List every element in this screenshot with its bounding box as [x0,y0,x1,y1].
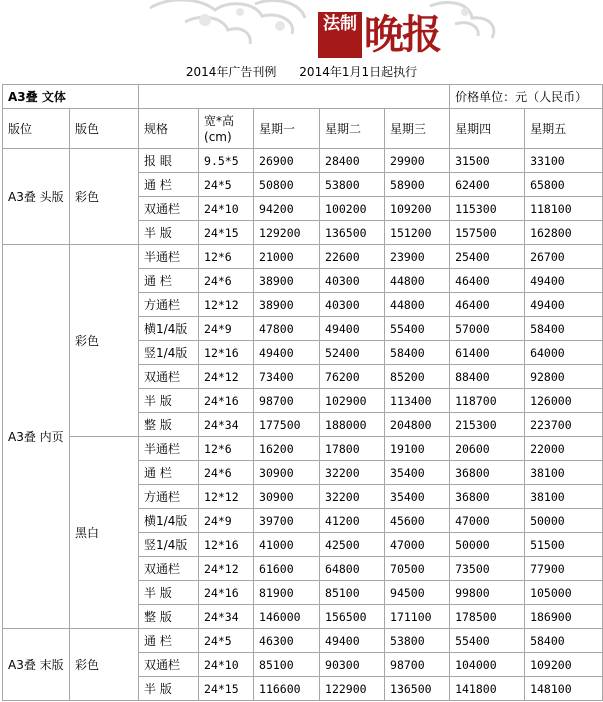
price-friday: 77900 [525,557,603,581]
header-banner [0,0,603,60]
price-wednesday: 58900 [385,173,450,197]
group-color: 彩色 [70,149,139,245]
header-color: 版色 [70,109,139,149]
price-thursday: 115300 [450,197,525,221]
price-thursday: 57000 [450,317,525,341]
newspaper-logo [318,12,458,58]
price-tuesday: 188000 [320,413,385,437]
price-monday: 146000 [254,605,320,629]
ad-size: 24*9 [199,509,254,533]
price-tuesday: 156500 [320,605,385,629]
table-title: A3叠 文体 [3,85,139,109]
price-tuesday: 41200 [320,509,385,533]
ad-spec: 方通栏 [139,485,199,509]
group-color: 彩色 [70,629,139,701]
price-tuesday: 28400 [320,149,385,173]
price-wednesday: 53800 [385,629,450,653]
price-wednesday: 109200 [385,197,450,221]
ad-spec: 半 版 [139,221,199,245]
logo-small-text: 法制 [323,14,357,34]
ad-spec: 竖1/4版 [139,533,199,557]
ad-size: 24*10 [199,653,254,677]
price-wednesday: 35400 [385,485,450,509]
price-tuesday: 85100 [320,581,385,605]
price-thursday: 36800 [450,461,525,485]
header-tuesday: 星期二 [320,109,385,149]
price-monday: 30900 [254,461,320,485]
group-color: 黑白 [70,437,139,629]
price-wednesday: 70500 [385,557,450,581]
price-monday: 73400 [254,365,320,389]
price-tuesday: 40300 [320,293,385,317]
price-wednesday: 29900 [385,149,450,173]
table-row [3,149,603,173]
header-position: 版位 [3,109,70,149]
price-tuesday: 32200 [320,485,385,509]
header-monday: 星期一 [254,109,320,149]
ad-size: 12*16 [199,341,254,365]
ad-size: 24*6 [199,269,254,293]
price-tuesday: 76200 [320,365,385,389]
price-friday: 126000 [525,389,603,413]
title-spacer [139,85,450,109]
price-unit: 价格单位：元（人民币） [450,85,603,109]
ad-size: 24*6 [199,461,254,485]
table-row [3,629,603,653]
price-tuesday: 64800 [320,557,385,581]
ad-size: 12*12 [199,485,254,509]
price-thursday: 99800 [450,581,525,605]
ad-spec: 横1/4版 [139,509,199,533]
ad-spec: 竖1/4版 [139,341,199,365]
section-position: A3叠 内页 [3,245,70,629]
price-monday: 94200 [254,197,320,221]
price-monday: 49400 [254,341,320,365]
price-friday: 92800 [525,365,603,389]
price-wednesday: 35400 [385,461,450,485]
price-monday: 39700 [254,509,320,533]
price-monday: 26900 [254,149,320,173]
table-title-row [3,85,603,109]
ad-size: 12*16 [199,533,254,557]
price-tuesday: 53800 [320,173,385,197]
rate-table [2,84,603,701]
price-wednesday: 44800 [385,269,450,293]
price-monday: 47800 [254,317,320,341]
price-wednesday: 85200 [385,365,450,389]
price-thursday: 104000 [450,653,525,677]
price-tuesday: 49400 [320,317,385,341]
price-thursday: 20600 [450,437,525,461]
price-friday: 58400 [525,317,603,341]
price-monday: 41000 [254,533,320,557]
price-wednesday: 151200 [385,221,450,245]
price-tuesday: 136500 [320,221,385,245]
ad-size: 24*34 [199,605,254,629]
price-wednesday: 98700 [385,653,450,677]
header-spec: 规格 [139,109,199,149]
logo-badge [318,12,362,58]
price-monday: 177500 [254,413,320,437]
price-thursday: 215300 [450,413,525,437]
ad-spec: 通 栏 [139,629,199,653]
ad-size: 12*12 [199,293,254,317]
price-tuesday: 22600 [320,245,385,269]
ad-size: 24*34 [199,413,254,437]
price-friday: 26700 [525,245,603,269]
ad-spec: 通 栏 [139,173,199,197]
price-monday: 116600 [254,677,320,701]
ad-size: 24*5 [199,173,254,197]
ad-size: 24*10 [199,197,254,221]
ad-spec: 方通栏 [139,293,199,317]
ad-spec: 半 版 [139,677,199,701]
price-friday: 186900 [525,605,603,629]
price-thursday: 61400 [450,341,525,365]
price-tuesday: 122900 [320,677,385,701]
ad-size: 24*15 [199,221,254,245]
price-friday: 109200 [525,653,603,677]
price-wednesday: 171100 [385,605,450,629]
price-thursday: 50000 [450,533,525,557]
price-tuesday: 49400 [320,629,385,653]
ad-size: 24*16 [199,581,254,605]
price-wednesday: 45600 [385,509,450,533]
section-position: A3叠 末版 [3,629,70,701]
price-thursday: 31500 [450,149,525,173]
table-header-row [3,109,603,149]
price-monday: 38900 [254,293,320,317]
ad-spec: 通 栏 [139,461,199,485]
ad-size: 24*15 [199,677,254,701]
ad-spec: 通 栏 [139,269,199,293]
group-color: 彩色 [70,245,139,437]
logo-big-text: 晚报 [364,11,440,58]
price-tuesday: 102900 [320,389,385,413]
price-wednesday: 113400 [385,389,450,413]
table-row [3,245,603,269]
price-monday: 85100 [254,653,320,677]
ad-spec: 整 版 [139,605,199,629]
price-friday: 58400 [525,629,603,653]
rate-card-subtitle: 2014年广告刊例 2014年1月1日起执行 [185,65,418,79]
price-thursday: 25400 [450,245,525,269]
ad-spec: 双通栏 [139,557,199,581]
ad-spec: 半 版 [139,389,199,413]
price-thursday: 62400 [450,173,525,197]
price-tuesday: 42500 [320,533,385,557]
ad-spec: 半通栏 [139,437,199,461]
table-row [3,437,603,461]
ad-spec: 双通栏 [139,653,199,677]
price-wednesday: 44800 [385,293,450,317]
price-tuesday: 40300 [320,269,385,293]
price-friday: 49400 [525,269,603,293]
price-thursday: 118700 [450,389,525,413]
price-monday: 16200 [254,437,320,461]
price-tuesday: 52400 [320,341,385,365]
header-size-line2: (cm) [204,129,232,144]
price-monday: 81900 [254,581,320,605]
price-monday: 46300 [254,629,320,653]
price-wednesday: 94500 [385,581,450,605]
price-wednesday: 19100 [385,437,450,461]
price-tuesday: 100200 [320,197,385,221]
price-friday: 105000 [525,581,603,605]
price-tuesday: 90300 [320,653,385,677]
ad-size: 9.5*5 [199,149,254,173]
price-monday: 21000 [254,245,320,269]
price-friday: 51500 [525,533,603,557]
price-monday: 50800 [254,173,320,197]
price-thursday: 46400 [450,269,525,293]
ad-spec: 半通栏 [139,245,199,269]
section-position: A3叠 头版 [3,149,70,245]
cloud-pattern-icon [0,0,603,60]
price-monday: 30900 [254,485,320,509]
ad-spec: 双通栏 [139,365,199,389]
header-friday: 星期五 [525,109,603,149]
price-thursday: 88400 [450,365,525,389]
price-friday: 162800 [525,221,603,245]
price-friday: 22000 [525,437,603,461]
price-monday: 98700 [254,389,320,413]
price-tuesday: 32200 [320,461,385,485]
price-thursday: 46400 [450,293,525,317]
header-size-line1: 宽*高 [204,113,235,128]
price-friday: 49400 [525,293,603,317]
header-size [199,109,254,149]
price-monday: 129200 [254,221,320,245]
price-wednesday: 58400 [385,341,450,365]
price-friday: 64000 [525,341,603,365]
price-thursday: 73500 [450,557,525,581]
ad-size: 24*12 [199,557,254,581]
header-thursday: 星期四 [450,109,525,149]
price-monday: 38900 [254,269,320,293]
price-thursday: 141800 [450,677,525,701]
price-thursday: 157500 [450,221,525,245]
ad-size: 24*16 [199,389,254,413]
price-friday: 50000 [525,509,603,533]
price-thursday: 47000 [450,509,525,533]
price-wednesday: 23900 [385,245,450,269]
price-thursday: 36800 [450,485,525,509]
price-wednesday: 47000 [385,533,450,557]
price-friday: 118100 [525,197,603,221]
ad-spec: 半 版 [139,581,199,605]
price-friday: 33100 [525,149,603,173]
ad-size: 24*12 [199,365,254,389]
ad-spec: 横1/4版 [139,317,199,341]
ad-size: 12*6 [199,437,254,461]
ad-spec: 整 版 [139,413,199,437]
price-friday: 38100 [525,485,603,509]
price-tuesday: 17800 [320,437,385,461]
price-monday: 61600 [254,557,320,581]
price-friday: 38100 [525,461,603,485]
price-wednesday: 136500 [385,677,450,701]
price-wednesday: 55400 [385,317,450,341]
price-wednesday: 204800 [385,413,450,437]
ad-spec: 双通栏 [139,197,199,221]
ad-size: 12*6 [199,245,254,269]
price-thursday: 178500 [450,605,525,629]
ad-size: 24*9 [199,317,254,341]
price-thursday: 55400 [450,629,525,653]
price-friday: 223700 [525,413,603,437]
price-friday: 65800 [525,173,603,197]
ad-spec: 报 眼 [139,149,199,173]
ad-size: 24*5 [199,629,254,653]
price-friday: 148100 [525,677,603,701]
header-wednesday: 星期三 [385,109,450,149]
